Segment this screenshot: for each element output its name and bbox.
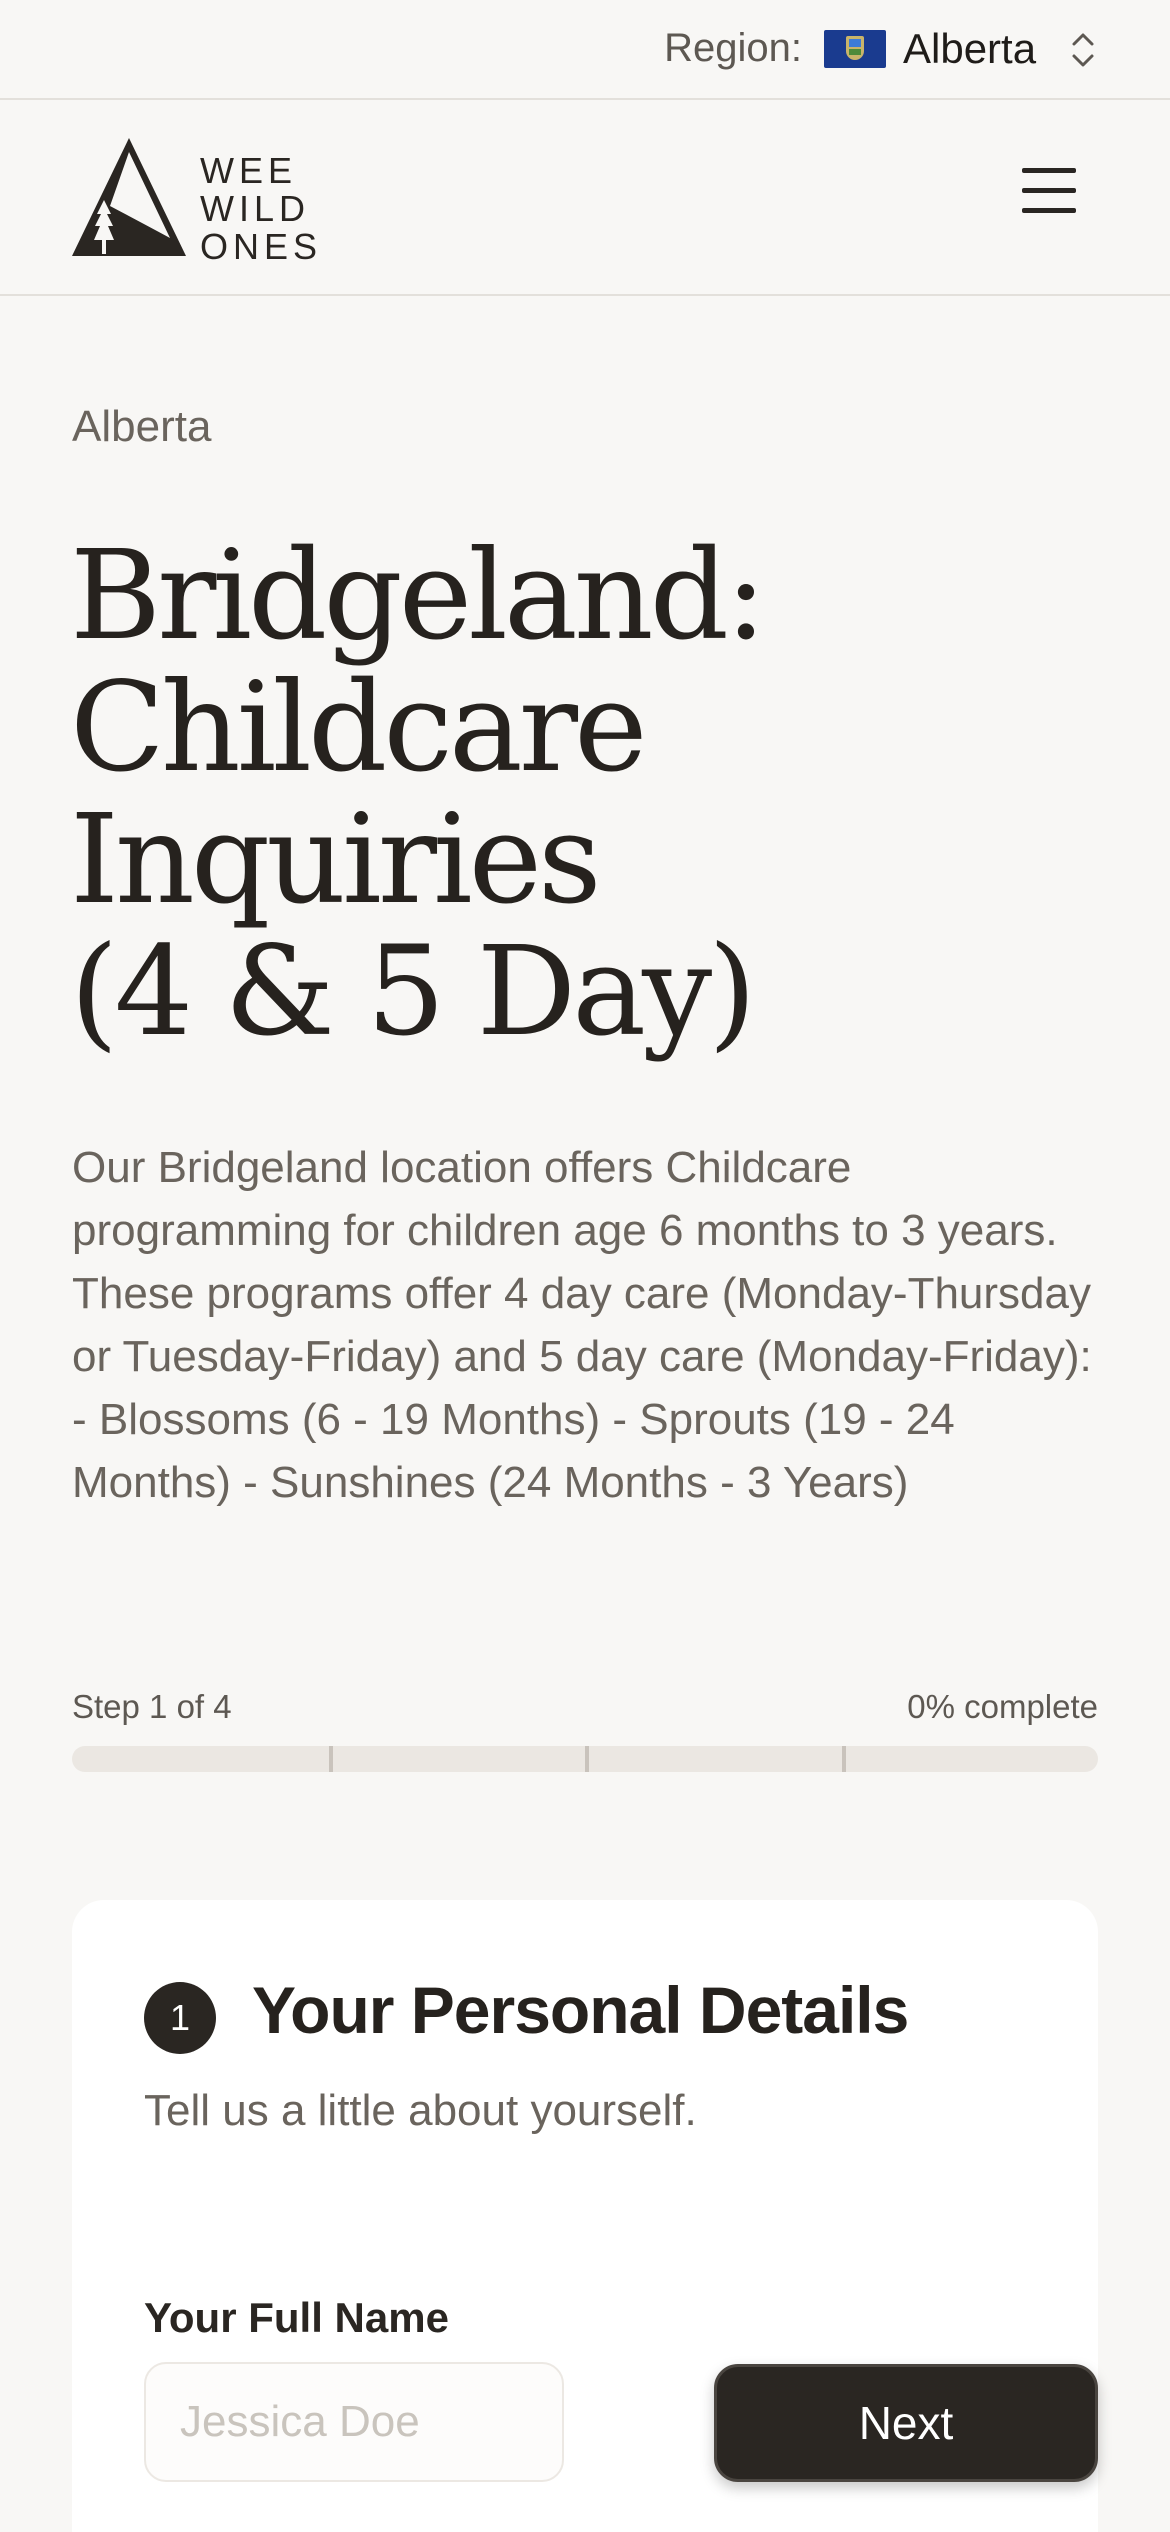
region-breadcrumb: Alberta [72,402,212,451]
progress-step-divider [585,1746,589,1772]
page-title [70,524,1070,1064]
section-subtitle: Tell us a little about yourself. [144,2086,697,2135]
full-name-input[interactable] [144,2362,564,2482]
step-number-badge: 1 [144,1982,216,2054]
step-indicator: Step 1 of 4 [72,1688,232,1725]
region-label: Region: [664,26,802,70]
region-select[interactable]: Alberta [903,25,1037,72]
alberta-flag-icon[interactable] [824,30,886,68]
progress-step-divider [329,1746,333,1772]
page-title-line: Childcare [70,656,644,800]
page-title-line: Bridgeland: [70,524,763,668]
progress-percent: 0% complete [907,1688,1098,1725]
location-description: Our Bridgeland location offers Childcare programming for children age 6 months to 3 years. These programs offer 4 day care (Monday-Thursday or Tuesday-Friday) and 5 day care (Monday-Friday): - Blossoms (6 - 19 Months) - Sprouts (19 - 24 Months) - Sunshines (24 Months - 3 Years) [72,1143,1092,1507]
chevron-up-down-icon[interactable] [1066,28,1100,72]
full-name-label: Your Full Name [144,2294,449,2341]
logo-wordmark[interactable] [200,152,322,266]
section-title: Your Personal Details [252,1973,909,2047]
logo-line: WEE [200,150,298,191]
progress-bar [72,1746,1098,1772]
hamburger-menu-icon[interactable] [1020,164,1080,216]
page-title-line: (4 & 5 Day) [70,920,753,1064]
page-title-line: Inquiries [70,788,598,932]
next-button[interactable]: Next [714,2364,1098,2482]
logo-line: ONES [200,226,323,267]
progress-step-divider [842,1746,846,1772]
logo-line: WILD [200,188,310,229]
logo-mountain-icon[interactable] [70,134,188,260]
